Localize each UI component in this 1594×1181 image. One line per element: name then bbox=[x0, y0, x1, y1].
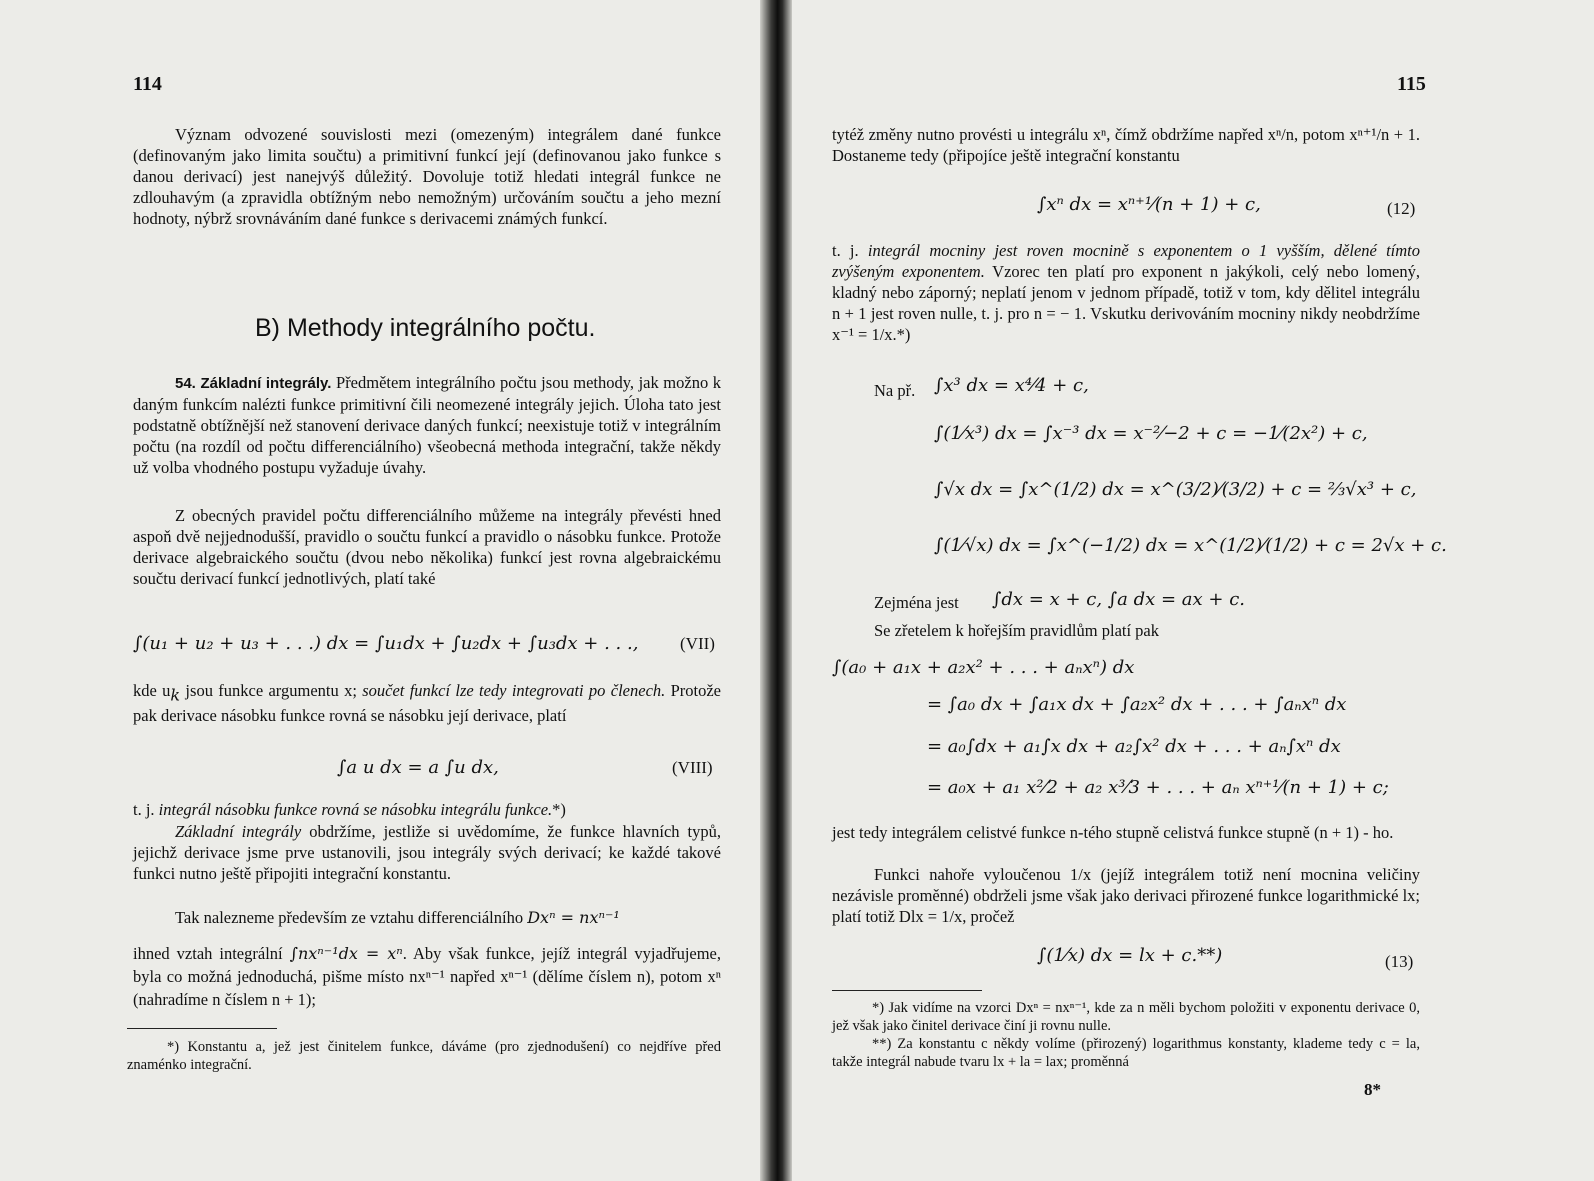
section-paragraph bbox=[133, 372, 721, 478]
tj-text-a: t. j. bbox=[133, 800, 159, 819]
tj-italic: integrál násobku funkce rovná se násobku integrálu funkce. bbox=[158, 800, 553, 819]
uk-italic: součet funkcí lze tedy integrovati po členech. bbox=[362, 681, 666, 700]
power-text-b: Vzorec ten platí pro exponent n jakýkoli, celý nebo lomený, kladný nebo záporný; neplatí jenom v jednom případě, totiž v tom, kdy dělitel integrálu n + 1 jest roven nulle, t. j. pro n = − 1. Vskutku derivováním mocniny nikdy neobdržíme x⁻¹ = 1/x.*) bbox=[832, 262, 1420, 344]
uk-paragraph bbox=[133, 680, 721, 726]
polynomial-line-3: = a₀∫dx + a₁∫x dx + a₂∫x² dx + . . . + aₙ∫xⁿ dx bbox=[927, 736, 1341, 757]
equation-vii: ∫(u₁ + u₂ + u₃ + . . .) dx = ∫u₁dx + ∫u₂dx + ∫u₃dx + . . ., bbox=[133, 633, 639, 654]
example-4: ∫(1⁄√x) dx = ∫x^(−1/2) dx = x^(1/2)⁄(1/2) + c = 2√x + c. bbox=[934, 535, 1447, 556]
polynomial-line-4: = a₀x + a₁ x²⁄2 + a₂ x³⁄3 + . . . + aₙ xⁿ⁺¹⁄(n + 1) + c; bbox=[927, 777, 1389, 798]
section-text: Předmětem integrálního počtu jsou methody, jak možno k daným funkcím nalézti funkce primitivní čili neomezené integrály jejich. Úloha tato jest podstatně obtížnější než stanovení derivace daných funkcí; neexistuje totiž v integrálním počtu (na rozdíl od počtu differenciálního) všeobecná methoda integrační, takže někdy už volba vhodného postupu vyžaduje úvahy. bbox=[133, 373, 721, 477]
zejmena-equations: ∫dx = x + c, ∫a dx = ax + c. bbox=[992, 589, 1246, 610]
uk-subscript: k bbox=[170, 685, 181, 705]
power-italic: integrál mocniny jest roven mocnině s exponentem o 1 vyšším, dělené tímto zvýšeným exponentem. bbox=[832, 241, 1420, 281]
footnote: *) Konstantu a, jež jest činitelem funkce, dáváme (pro zjednodušení) co nejdříve před znaménko integrační. bbox=[127, 1039, 721, 1073]
basic-text: obdržíme, jestliže si uvědomíme, že funkce hlavních typů, jejichž derivace jsme prve ustanovili, jsou integrály svých derivací; ke každé takové funkci nutno ještě připojiti integrační konstantu. bbox=[133, 822, 721, 883]
equation-12-number: (12) bbox=[1387, 199, 1416, 218]
uk-text-b: jsou funkce argumentu x; bbox=[180, 681, 363, 700]
equation-vii-number: (VII) bbox=[680, 634, 715, 653]
intro-paragraph: Význam odvozené souvislosti mezi (omezeným) integrálem dané funkce (definovaným jako limita součtu) a primitivní funkcí její (definovanou jako funkce s danou derivací) jest nanejvýš důležitý. Dovoluje totiž hledati integrál funkce ne zdlouhavým (a zpravidla obtížným nebo nemožným) určováním součtu a jeho mezní hodnoty, nýbrž srovnáváním dané funkce s derivacemi známých funkcí. bbox=[133, 125, 721, 228]
uk-text-c: Protože pak derivace násobku funkce rovná se násobku její derivace, platí bbox=[133, 681, 721, 726]
power-text-a: t. j. bbox=[832, 241, 868, 260]
example-2: ∫(1⁄x³) dx = ∫x⁻³ dx = x⁻²⁄−2 + c = −1⁄(2x²) + c, bbox=[934, 423, 1368, 444]
signature-mark: 8* bbox=[1364, 1080, 1381, 1099]
footnote-2: **) Za konstantu c někdy volíme (přirozený) logarithmus konstanty, klademe tedy c = la, takže integrál nabude tvaru lx + la = lax; proměnná bbox=[832, 1036, 1420, 1070]
basic-italic: Základní integrály bbox=[175, 822, 302, 841]
find-text-b: ihned vztah integrální bbox=[133, 944, 290, 963]
top-paragraph: tytéž změny nutno provésti u integrálu xⁿ, čímž obdržíme napřed xⁿ/n, potom xⁿ⁺¹/n + 1. Dostaneme tedy (připojíce ještě integrační konstantu bbox=[832, 125, 1420, 165]
equation-viii: ∫a u dx = a ∫u dx, bbox=[337, 757, 499, 778]
example-label: Na př. bbox=[874, 381, 916, 400]
zejmena-label: Zejména jest bbox=[874, 593, 959, 612]
footnote-1: *) Jak vidíme na vzorci Dxⁿ = nxⁿ⁻¹, kde za n měli bychom položiti v exponentu derivace 0, jež však jako činitel derivace činí ji rovnu nulle. bbox=[832, 1000, 1420, 1034]
power-rule-paragraph bbox=[832, 240, 1420, 345]
equation-12: ∫xⁿ dx = xⁿ⁺¹⁄(n + 1) + c, bbox=[1037, 194, 1261, 215]
page-number: 115 bbox=[1397, 73, 1426, 95]
footnote-rule bbox=[127, 1028, 277, 1029]
uk-text-a: kde u bbox=[133, 681, 171, 700]
rules-paragraph: Z obecných pravidel počtu differenciálního můžeme na integrály převésti hned aspoň dvě nejjednodušší, pravidlo o součtu funkcí a pravidlo o násobku funkce. Protože derivace algebraického součtu (dvou nebo několika) funkcí jest rovna algebraickému součtu derivací funkcí jednotlivých, platí také bbox=[133, 506, 721, 588]
tj-paragraph bbox=[133, 799, 721, 820]
find-text-c: . Aby však funkce, jejíž integrál vyjadřujeme, byla co možná jednoduchá, pišme místo nxⁿ⁻¹ napřed xⁿ⁻¹ (dělíme číslem n), potom xⁿ (nahradíme n číslem n + 1); bbox=[133, 944, 722, 1009]
find-math-2: ∫nxⁿ⁻¹dx = xⁿ bbox=[289, 944, 403, 963]
tj-text-b: *) bbox=[552, 800, 566, 819]
example-3: ∫√x dx = ∫x^(1/2) dx = x^(3/2)⁄(3/2) + c = ⅔√x³ + c, bbox=[934, 479, 1417, 500]
log-paragraph: Funkci nahoře vyloučenou 1/x (jejíž integrálem totiž není mocnina veličiny nezávisle proměnné) obdrželi jsme však jako derivaci přirozené funkce logarithmické lx; platí totiž Dlx = 1/x, pročež bbox=[832, 865, 1420, 926]
left-page bbox=[0, 0, 760, 1181]
equation-viii-number: (VIII) bbox=[672, 758, 713, 777]
section-heading: B) Methody integrálního počtu. bbox=[255, 314, 596, 342]
rule-text: Se zřetelem k hořejším pravidlům platí pak bbox=[874, 621, 1160, 640]
polynomial-paragraph: jest tedy integrálem celistvé funkce n-tého stupně celistvá funkce stupně (n + 1) - ho. bbox=[832, 823, 1394, 842]
find-paragraph bbox=[133, 907, 721, 928]
footnote-rule bbox=[832, 990, 982, 991]
right-page bbox=[792, 0, 1594, 1181]
polynomial-line-1: ∫(a₀ + a₁x + a₂x² + . . . + aₙxⁿ) dx bbox=[832, 657, 1135, 678]
find-paragraph-cont bbox=[133, 942, 721, 1011]
example-1: ∫x³ dx = x⁴⁄4 + c, bbox=[934, 375, 1089, 396]
polynomial-line-2: = ∫a₀ dx + ∫a₁x dx + ∫a₂x² dx + . . . + ∫aₙxⁿ dx bbox=[927, 694, 1347, 715]
find-math: Dxⁿ = nxⁿ⁻¹ bbox=[527, 908, 620, 927]
equation-13: ∫(1⁄x) dx = lx + c.**) bbox=[1037, 945, 1223, 966]
book-gutter bbox=[760, 0, 792, 1181]
section-label: 54. Základní integrály. bbox=[175, 375, 332, 392]
find-text-a: Tak nalezneme především ze vztahu differenciálního bbox=[175, 908, 528, 927]
page-number: 114 bbox=[133, 73, 162, 95]
equation-13-number: (13) bbox=[1385, 952, 1414, 971]
basic-paragraph bbox=[133, 821, 721, 884]
